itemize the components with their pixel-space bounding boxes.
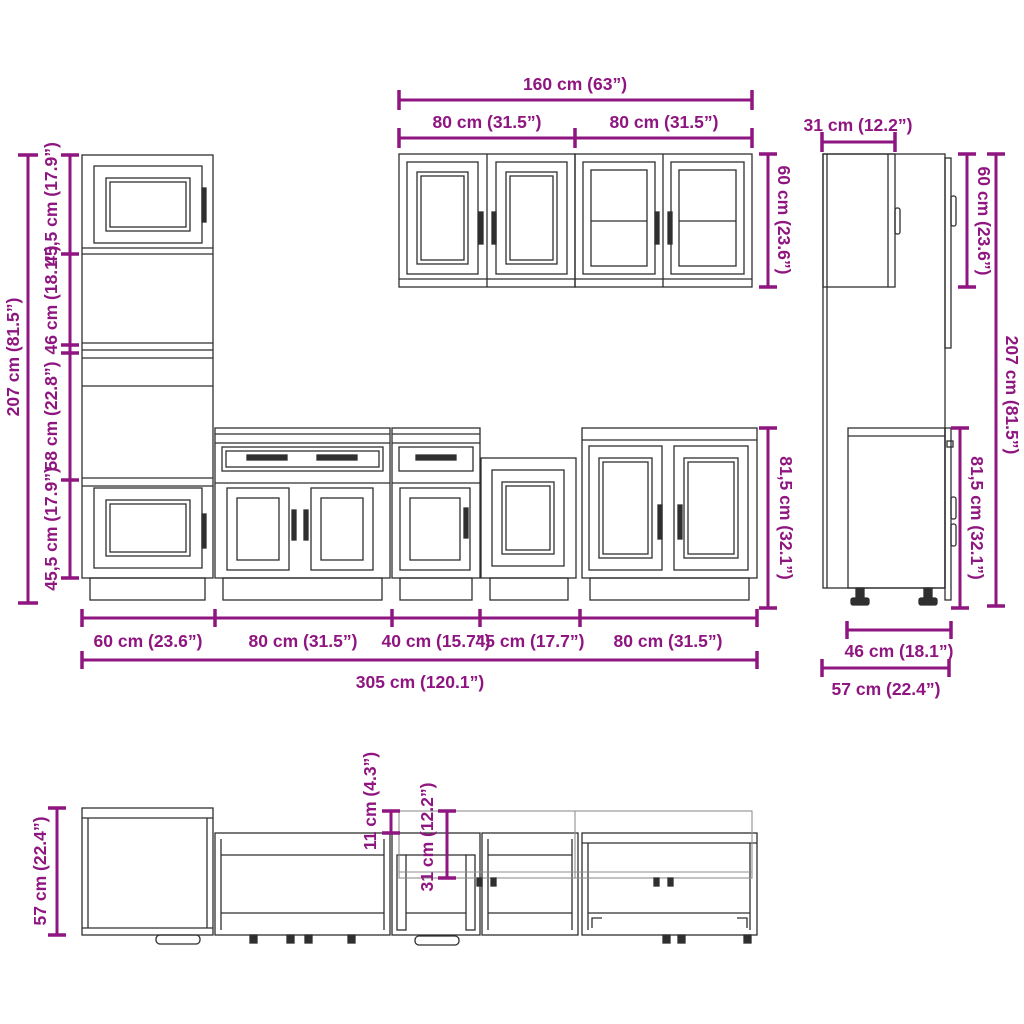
side-panel [823,154,945,588]
dim-wall-total-width [399,74,752,110]
dim-wall-height [759,154,794,287]
dim-label: 46 cm (18.1”) [844,641,954,661]
dim-plan-total-depth [30,808,66,935]
rect-shape [397,855,406,930]
tall-cabinet-plinth [90,578,205,600]
dim-front-total-width [82,651,757,692]
dim-side-base-depth [845,621,954,661]
rect-shape [947,441,953,447]
door [311,488,373,570]
rect-shape [82,155,213,578]
door [227,488,289,570]
dim-front-total-height [3,155,38,603]
plan-wall-handle-tab [654,878,659,886]
path-shape [737,918,747,928]
door-handle [464,508,468,538]
tall-cabinet-top-door-handle [202,188,206,222]
rect-shape [466,855,475,930]
dim-label: 31 cm (12.2”) [417,782,437,892]
door-handle [658,505,662,539]
rect-shape [106,500,190,556]
dim-label: 45,5 cm (17.9”) [41,142,61,266]
dim-label: 60 cm (23.6”) [974,166,994,276]
dim-front-base-height [759,428,796,608]
door-handle [479,212,483,244]
dim-label: 81,5 cm (32.1”) [967,456,987,580]
dim-front-sections [41,142,79,591]
glass-door [671,162,744,274]
dim-side-wall-depth [804,115,913,152]
plan-wall-handle-tab [668,878,673,886]
rect-shape [919,598,937,605]
glass-door [583,162,655,274]
dim-front-base-widths [82,609,757,651]
door [589,446,662,570]
path-shape [592,918,602,928]
wall-cabinet-handle [895,208,900,234]
rect-shape [502,482,554,554]
plan-handle [156,935,200,944]
front-view-base-40 [392,428,480,600]
plan-tall-cabinet [82,808,213,935]
plinth [400,578,472,600]
dim-label: 45,5 cm (17.9”) [41,467,61,591]
plan-wall-handle-tab [491,878,496,886]
drawer-handle [416,455,456,460]
dim-label: 45 cm (17.7”) [475,631,585,651]
dim-label: 160 cm (63”) [522,74,628,94]
dim-label: 80 cm (31.5”) [432,112,542,132]
rect-shape [237,498,279,560]
rect-shape [410,498,460,560]
rect-shape [417,172,468,264]
drawer-handle [317,455,357,460]
rect-shape [684,458,738,558]
rect-shape [321,498,363,560]
plinth [223,578,382,600]
plan-foot [744,935,751,943]
door-handle [951,497,956,519]
dim-label: 80 cm (31.5”) [613,631,723,651]
plan-wall-handle-tab [477,878,482,886]
dim-label: 305 cm (120.1”) [355,672,485,692]
wall-cabinet-side [823,154,895,287]
dim-label: 80 cm (31.5”) [609,112,719,132]
dim-label: 57 cm (22.4”) [831,679,941,699]
plan-foot [305,935,312,943]
door-handle [492,212,496,244]
door-handle [678,505,682,539]
adjustable-foot [851,588,869,605]
dim-label: 40 cm (15.7”) [381,631,491,651]
plinth [490,578,568,600]
dim-label: 207 cm (81.5”) [3,297,23,417]
base-door-edge [945,428,951,600]
door-handle [951,524,956,546]
door-handle [668,212,672,244]
door-handle [304,510,308,540]
plan-wall-cabinets-overlay [399,811,752,878]
plan-drawer-handle [415,936,459,945]
front-view-tall-cabinet [82,155,213,600]
rect-shape [481,458,576,578]
wall-cabinet-left [399,154,575,287]
rect-shape [688,462,734,554]
rect-shape [603,462,648,554]
rect-shape [110,182,186,227]
adjustable-foot [919,588,937,605]
plan-foot [250,935,257,943]
side-view [823,154,956,605]
dim-side-wall-height [958,154,994,287]
rect-shape [506,486,550,550]
rect-shape [679,170,736,266]
plan-foot [678,935,685,943]
plinth [590,578,749,600]
dim-label: 57 cm (22.4”) [30,816,50,926]
base-cabinet-side [848,428,945,588]
rect-shape [582,428,757,578]
dim-wall-left-width [399,112,575,148]
dim-label: 11 cm (4.3”) [360,751,380,851]
dim-label: 80 cm (31.5”) [248,631,358,651]
rect-shape [591,170,647,266]
front-view-base-80-right [582,428,757,600]
plan-foot [287,935,294,943]
dim-wall-right-width [575,112,752,148]
dim-side-total-depth [822,659,949,699]
door-handle [292,510,296,540]
wall-cabinet-right-glass [575,154,752,287]
tall-cabinet-bottom-door-handle [202,514,206,548]
dim-label: 60 cm (23.6”) [774,165,794,275]
plan-foot [663,935,670,943]
rect-shape [392,428,480,578]
dim-label: 58 cm (22.8”) [41,361,61,471]
rect-shape [421,176,464,260]
dim-label: 46 cm (18.1”) [41,245,61,355]
front-view-base-80-left [215,428,390,600]
rect-shape [506,172,557,264]
rect-shape [510,176,553,260]
plan-foot [348,935,355,943]
rect-shape [851,598,869,605]
dim-label: 60 cm (23.6”) [93,631,203,651]
door-handle [951,196,956,226]
front-door-edge [945,158,951,348]
door [492,470,564,566]
drawer-handle [247,455,287,460]
dim-label: 31 cm (12.2”) [803,115,913,135]
dim-label: 207 cm (81.5”) [1002,335,1022,455]
dim-plan-wall-gap [360,752,400,850]
rect-shape [106,178,190,231]
door-handle [655,212,659,244]
front-view-base-45-low [481,458,576,600]
dim-label: 81,5 cm (32.1”) [776,456,796,580]
door [674,446,748,570]
rect-shape [599,458,652,558]
dim-plan-wall-cab-depth [417,783,456,892]
rect-shape [110,504,186,552]
